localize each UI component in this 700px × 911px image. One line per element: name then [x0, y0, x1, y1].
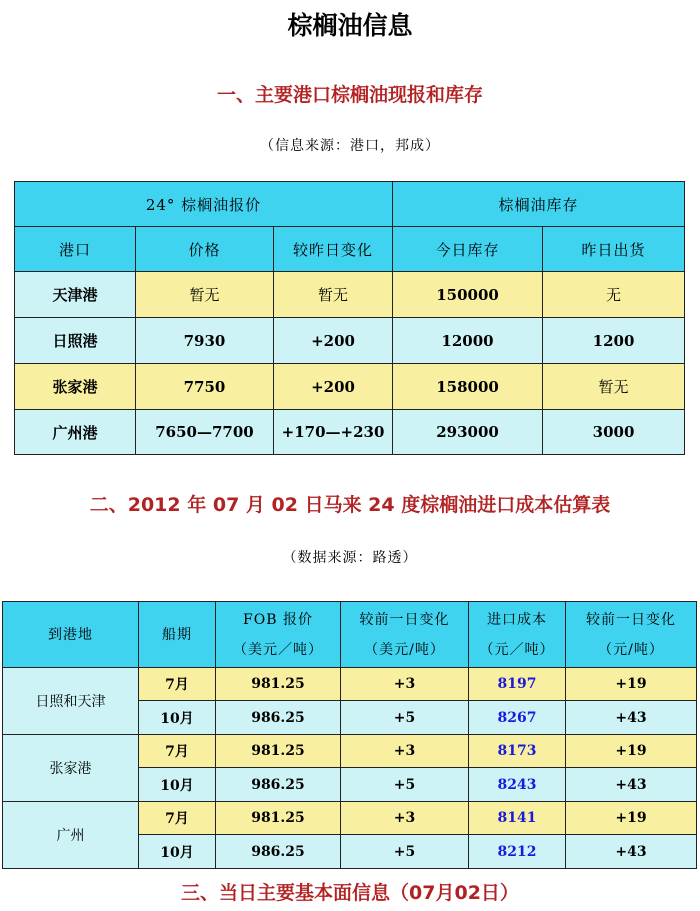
col-header-import-cost-label: 进口成本 [487, 611, 547, 628]
fob-cell: 981.25 [216, 668, 341, 701]
fob-change-cell: +5 [341, 768, 469, 802]
fob-change-cell: +3 [341, 668, 469, 701]
import-cost-cell: 8212 [469, 835, 566, 869]
shipment-cell: 7月 [139, 668, 216, 701]
cost-change-cell: +19 [566, 802, 697, 835]
table-row [3, 802, 697, 835]
port-cell: 天津港 [15, 272, 136, 318]
import-cost-cell: 8267 [469, 701, 566, 735]
port-cell: 广州港 [15, 410, 136, 455]
col-header-yesterday-shipment: 昨日出货 [543, 227, 685, 272]
inventory-cell: 158000 [393, 364, 543, 410]
shipment-cell: 10月 [139, 768, 216, 802]
col-header-shipment-period-label: 船期 [162, 626, 192, 643]
fob-change-cell: +3 [341, 735, 469, 768]
section2-source: （数据来源：路透） [282, 550, 418, 566]
col-header-shipment-period [139, 602, 216, 668]
table-row [15, 364, 685, 410]
col-header-fob-unit: （美元／吨） [233, 641, 323, 658]
cost-change-cell: +43 [566, 835, 697, 869]
col-header-change: 较昨日变化 [274, 227, 393, 272]
port-price-inventory-table [14, 181, 685, 455]
fob-change-cell: +5 [341, 701, 469, 735]
destination-label: 张家港 [49, 761, 92, 777]
table1-group-header-row [15, 182, 685, 227]
col-header-fob-label: FOB 报价 [243, 611, 313, 628]
price-group-header: 24° 棕榈油报价 [15, 182, 393, 227]
inventory-cell: 12000 [393, 318, 543, 364]
shipment-cell: 1200 [543, 318, 685, 364]
col-header-fob-change [341, 602, 469, 668]
fob-change-cell: +3 [341, 802, 469, 835]
price-cell: 暂无 [136, 272, 274, 318]
page-title: 棕榈油信息 [287, 11, 413, 40]
section1-title: 一、主要港口棕榈油现报和库存 [216, 84, 483, 106]
shipment-cell: 10月 [139, 835, 216, 869]
destination-cell [3, 668, 139, 735]
change-cell: +200 [274, 364, 393, 410]
table-row [15, 318, 685, 364]
price-cell: 7930 [136, 318, 274, 364]
price-cell: 7750 [136, 364, 274, 410]
col-header-import-cost-unit: （元／吨） [479, 641, 555, 658]
destination-label: 广州 [56, 828, 85, 844]
col-header-destination [3, 602, 139, 668]
change-cell: +200 [274, 318, 393, 364]
fob-cell: 981.25 [216, 802, 341, 835]
inventory-group-header: 棕榈油库存 [393, 182, 685, 227]
cost-change-cell: +43 [566, 701, 697, 735]
shipment-cell: 暂无 [543, 364, 685, 410]
fob-cell: 986.25 [216, 701, 341, 735]
inventory-cell: 150000 [393, 272, 543, 318]
fob-change-cell: +5 [341, 835, 469, 869]
shipment-cell: 3000 [543, 410, 685, 455]
destination-cell [3, 802, 139, 869]
cost-change-cell: +19 [566, 668, 697, 701]
fob-cell: 986.25 [216, 835, 341, 869]
table-row [3, 735, 697, 768]
table-row [15, 272, 685, 318]
import-cost-cell: 8243 [469, 768, 566, 802]
col-header-import-cost [469, 602, 566, 668]
destination-label: 日照和天津 [35, 694, 106, 710]
destination-cell [3, 735, 139, 802]
port-cell: 张家港 [15, 364, 136, 410]
col-header-cost-change-unit: （元/吨） [598, 641, 664, 658]
col-header-fob-change-unit: （美元/吨） [364, 641, 445, 658]
col-header-today-inventory: 今日库存 [393, 227, 543, 272]
change-cell: 暂无 [274, 272, 393, 318]
cost-change-cell: +43 [566, 768, 697, 802]
port-cell: 日照港 [15, 318, 136, 364]
shipment-cell: 10月 [139, 701, 216, 735]
col-header-fob [216, 602, 341, 668]
table2-header-row [3, 602, 697, 668]
import-cost-cell: 8197 [469, 668, 566, 701]
col-header-port: 港口 [15, 227, 136, 272]
col-header-price: 价格 [136, 227, 274, 272]
fob-cell: 986.25 [216, 768, 341, 802]
fob-cell: 981.25 [216, 735, 341, 768]
cost-change-cell: +19 [566, 735, 697, 768]
import-cost-table [2, 601, 697, 869]
col-header-destination-label: 到港地 [48, 626, 93, 643]
table1-column-header-row [15, 227, 685, 272]
change-cell: +170—+230 [274, 410, 393, 455]
import-cost-cell: 8141 [469, 802, 566, 835]
shipment-cell: 7月 [139, 735, 216, 768]
section1-source: （信息来源：港口，邦成） [260, 138, 440, 154]
table-row [3, 668, 697, 701]
inventory-cell: 293000 [393, 410, 543, 455]
section3-title: 三、当日主要基本面信息（07月02日） [181, 882, 519, 904]
col-header-cost-change [566, 602, 697, 668]
section2-title: 二、2012 年 07 月 02 日马来 24 度棕榈油进口成本估算表 [89, 494, 611, 516]
shipment-cell: 无 [543, 272, 685, 318]
import-cost-cell: 8173 [469, 735, 566, 768]
shipment-cell: 7月 [139, 802, 216, 835]
price-cell: 7650—7700 [136, 410, 274, 455]
col-header-cost-change-label: 较前一日变化 [586, 611, 676, 628]
col-header-fob-change-label: 较前一日变化 [359, 611, 450, 628]
table-row [15, 410, 685, 455]
